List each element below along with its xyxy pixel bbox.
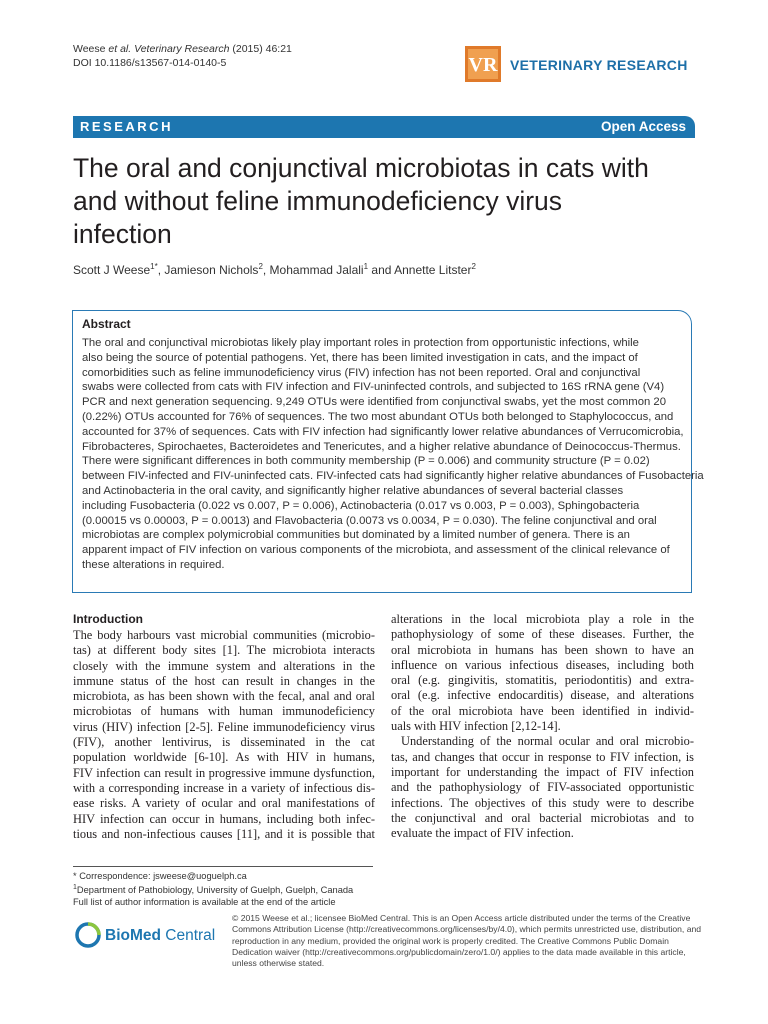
author-info-note: Full list of author information is available at the end of the article — [73, 897, 336, 908]
open-access-label: Open Access — [600, 119, 686, 134]
license-line: Dedication waiver (http://creativecommons.org/publicdomain/zero/1.0/) applies to the data made available in this article, — [232, 946, 686, 957]
body-line: microbiotas of humans with human immunodeficiency — [73, 704, 375, 719]
affiliation — [73, 882, 353, 896]
body-line: of the oral microbiota have been identified in individ- — [391, 703, 694, 718]
citation-journal: et al. Veterinary Research — [108, 43, 230, 55]
body-line: alterations in the local microbiota play a role in the — [391, 612, 694, 626]
abstract-line: also being the source of potential pathogens. Yet, there has been limited investigation in cats, and the impact of — [82, 351, 638, 364]
affiliation-number: 1 — [73, 884, 77, 891]
abstract-line: and Actinobacteria in the oral cavity, and significantly higher relative abundances of several bacterial classes — [82, 484, 624, 497]
author: Scott J Weese — [73, 263, 151, 277]
body-line: (FIV), another lentivirus, is disseminated in the cat — [73, 735, 375, 750]
body-line: oral microbiota in humans has been shown to have an — [391, 642, 694, 657]
biomed-logo-bold: BioMed — [105, 927, 161, 944]
body-line: ease risks. A variety of ocular and oral manifestations of — [73, 796, 375, 811]
body-line: influence on various infectious diseases, including both — [391, 657, 694, 672]
abstract-line: swabs were collected from cats with FIV infection and FIV-uninfected controls, and subjected to 16S rRNA gene (V4) — [82, 381, 665, 394]
body-line: and the pathophysiology of FIV-associated opportunistic — [391, 780, 694, 795]
body-line: tas) at different body sites [1]. The microbiota interacts — [73, 643, 375, 658]
body-line: infections. The objectives of this study were to describe — [391, 795, 694, 810]
author-affiliation: 2 — [258, 262, 263, 271]
journal-logo-text: VR — [468, 54, 498, 76]
abstract-text — [82, 336, 704, 573]
abstract-line: apparent impact of FIV infection on various components of the microbiota, and assessment of the clinical relevance of — [82, 544, 670, 557]
biomed-logo-arc-icon — [88, 924, 99, 935]
article-title — [73, 152, 713, 251]
body-line: FIV infection can result in progressive immune dysfunction, — [73, 765, 375, 780]
abstract-line: PCR and next generation sequencing. 9,249 OTUs were identified from conjunctival swabs, yet the most common 20 — [82, 396, 666, 409]
biomed-logo-light: Central — [160, 927, 216, 944]
author: , Jamieson Nichols — [157, 263, 259, 277]
body-line: oral (e.g. infective endocarditis) disease, and alterations — [391, 688, 694, 703]
abstract-line: microbiotas are complex polymicrobial communities but dominated by a limited number of genera. There is an — [82, 529, 630, 542]
body-line: important for understanding the impact of FIV infection — [391, 764, 694, 779]
citation-authors: Weese — [73, 43, 109, 55]
author: , Mohammad Jalali — [262, 263, 364, 277]
abstract-line: (0.22%) OTUs accounted for 76% of sequences. The two most abundant OTUs both belonged to Staphylococcus, and — [82, 410, 674, 423]
abstract-line: Fibrobacteres, Spirochaetes, Bacteroidetes and Tenericutes, and a higher relative abundance of Deinococcus-Thermus. — [82, 440, 681, 453]
body-line: microbiota, as has been shown with the fecal, anal and oral — [73, 689, 375, 704]
introduction-heading: Introduction — [73, 612, 143, 626]
abstract-line: The oral and conjunctival microbiotas likely play important roles in protection from opportunistic infections, while — [82, 337, 639, 349]
license-line: Commons Attribution License (http://creativecommons.org/licenses/by/4.0), which permits unrestricted use, distribution, and — [232, 924, 702, 935]
citation-header — [73, 42, 292, 70]
body-line: population worldwide [6-10]. As with HIV in humans, — [73, 750, 375, 765]
body-line: with a corresponding increase in a variety of infectious dis- — [73, 780, 375, 795]
citation-volume: (2015) 46:21 — [229, 43, 292, 55]
body-column-left — [73, 628, 375, 842]
body-line: oral (e.g. gingivitis, stomatitis, periodontitis) and extra- — [391, 673, 694, 688]
title-line: and without feline immunodeficiency virus — [73, 186, 563, 216]
biomed-logo-text — [105, 927, 215, 944]
biomed-central-logo — [75, 918, 225, 952]
body-line: the conjunctival and oral bacterial microbiotas and to — [391, 810, 694, 825]
body-line: virus (HIV) infection [2-5]. Feline immunodeficiency virus — [73, 719, 375, 734]
body-line: HIV infection can occur in humans, including both infec- — [73, 811, 375, 826]
title-line: The oral and conjunctival microbiotas in cats with — [73, 153, 649, 183]
footnotes — [73, 870, 353, 908]
author-list — [73, 262, 476, 277]
license-text — [232, 913, 702, 969]
body-line: evaluate the impact of FIV infection. — [391, 826, 574, 841]
body-column-right — [391, 612, 694, 841]
abstract-heading: Abstract — [82, 317, 131, 331]
abstract-line: There were significant differences in both community membership (P = 0.006) and community structure (P = 0.02) — [82, 455, 650, 468]
abstract-line: these alterations in required. — [82, 558, 225, 571]
body-line: pathophysiology of some of these diseases. Further, the — [391, 627, 694, 642]
body-line: Understanding of the normal ocular and oral microbio- — [401, 734, 694, 749]
license-line: © 2015 Weese et al.; licensee BioMed Central. This is an Open Access article distributed under the terms of the Creative — [232, 913, 691, 923]
body-line: tas, and changes that occur in response to FIV infection, is — [391, 749, 694, 764]
abstract-line: accounted for 37% of sequences. Cats with FIV infection had significantly lower relative abundances of Verrucomicrobia, — [82, 425, 684, 438]
abstract-line: (0.00015 vs 0.00003, P = 0.0013) and Flavobacteria (0.0073 vs 0.0034, P = 0.030). The feline conjunctival and oral — [82, 514, 657, 527]
license-line: reproduction in any medium, provided the original work is properly credited. The Creative Commons Public Domain — [232, 935, 669, 946]
section-label: RESEARCH — [80, 119, 173, 134]
author-affiliation: 1* — [150, 262, 158, 271]
journal-name: VETERINARY RESEARCH — [510, 57, 688, 73]
footnote-divider — [73, 866, 373, 867]
doi: DOI 10.1186/s13567-014-0140-5 — [73, 57, 227, 69]
affiliation-text: Department of Pathobiology, University of Guelph, Guelph, Canada — [76, 885, 354, 896]
journal-logo — [465, 46, 501, 82]
body-line: tious and non-infectious causes [11], and it is possible that — [73, 826, 375, 841]
license-line: unless otherwise stated. — [232, 958, 325, 969]
author-affiliation: 1 — [363, 262, 369, 271]
body-line: immune status of the host can result in changes in the — [73, 673, 375, 688]
body-line: uals with HIV infection [2,12-14]. — [391, 719, 561, 734]
abstract-line: between FIV-infected and FIV-uninfected cats. FIV-infected cats had significantly higher relative abundances of Fusobacteria — [82, 470, 704, 483]
title-line: infection — [73, 219, 172, 249]
author: and Annette Litster — [368, 263, 472, 277]
correspondence: * Correspondence: jsweese@uoguelph.ca — [73, 871, 247, 881]
body-line: closely with the immune system and alterations in the — [73, 658, 375, 673]
abstract-line: comorbidities such as feline immunodeficiency virus (FIV) infection has not been reported. Oral and conjunctival — [82, 366, 641, 379]
body-line: The body harbours vast microbial communities (microbio- — [73, 628, 375, 642]
author-affiliation: 2 — [471, 262, 476, 271]
abstract-line: including Fusobacteria (0.022 vs 0.007, P = 0.006), Actinobacteria (0.017 vs 0.003, P = 0.003), Sphingobacteria — [82, 499, 640, 512]
